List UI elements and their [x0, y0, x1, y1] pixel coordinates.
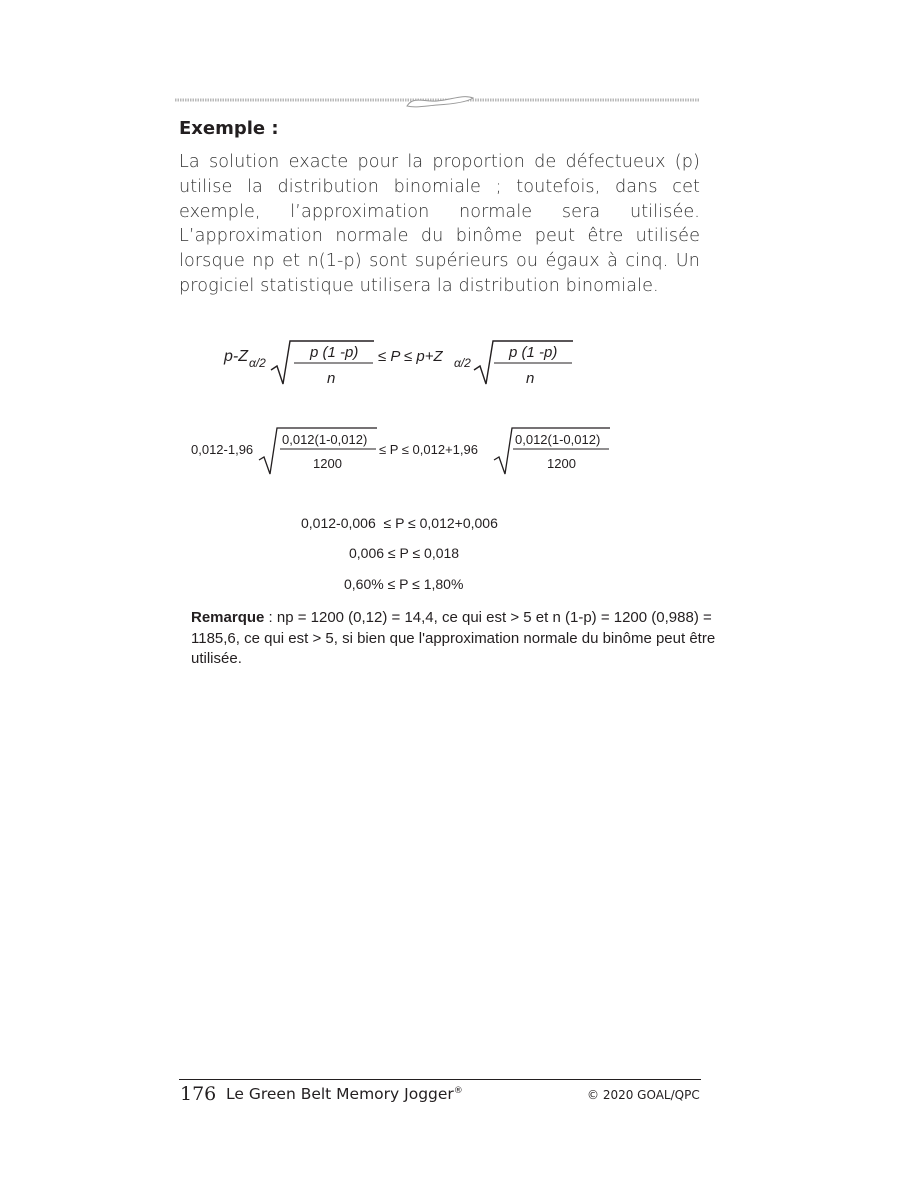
book-title-text: Le Green Belt Memory Jogger: [226, 1085, 454, 1103]
numeric-right-denominator: 1200: [547, 456, 576, 471]
formula-numeric: [191, 428, 610, 474]
numeric-right-numerator: 0,012(1-0,012): [515, 432, 601, 447]
result-line-2: 0,006 ≤ P ≤ 0,018: [349, 545, 460, 561]
remarque-label: Remarque: [191, 609, 265, 626]
numeric-left-prefix: 0,012-1,96: [191, 442, 254, 457]
example-heading: Exemple :: [179, 118, 279, 139]
remarque-text: : np = 1200 (0,12) = 14,4, ce qui est > 5 et n (1-p) = 1200 (0,988) = 1185,6, ce qui est > 5, si bien que l'approximation normale du binôme peut être utilisée.: [191, 609, 716, 667]
sqrt-right-icon: [474, 341, 573, 384]
registered-mark: ®: [453, 1085, 463, 1096]
book-title: [226, 1085, 463, 1103]
formula-right-denominator: n: [526, 370, 535, 387]
formula-left-subscript: α/2: [249, 356, 266, 370]
intro-paragraph: La solution exacte pour la proportion de défectueux (p) utilise la distribution binomiale ; toutefois, dans cet exemple, l’approximation normale sera utilisée. L’approximation normale du binôme peut être utilisée lorsque np et n(1-p) sont supérieurs ou égaux à cinq. Un progiciel statistique utilisera la distribution binomiale.: [179, 152, 700, 296]
formula-right-numerator: p (1 -p): [509, 344, 558, 361]
numeric-middle: ≤ P ≤ 0,012+1,96: [379, 442, 478, 457]
ornament-divider: [175, 92, 699, 110]
sqrt-numeric-left-icon: [259, 428, 377, 474]
formula-right-subscript: α/2: [454, 356, 471, 370]
page-number: 176: [180, 1083, 217, 1105]
numeric-left-denominator: 1200: [313, 456, 342, 471]
formula-results: [301, 515, 498, 592]
formula-general: [223, 341, 573, 387]
copyright: © 2020 GOAL/QPC: [587, 1088, 700, 1102]
formula-middle: ≤ P ≤ p+Z: [378, 348, 443, 365]
sqrt-numeric-right-icon: [494, 428, 610, 474]
formula-left-prefix: p-Z: [224, 348, 248, 365]
formula-left-denominator: n: [327, 370, 336, 387]
result-line-3: 0,60% ≤ P ≤ 1,80%: [344, 576, 464, 592]
footer-rule: [179, 1079, 701, 1080]
formula-left-numerator: p (1 -p): [310, 344, 359, 361]
numeric-left-numerator: 0,012(1-0,012): [282, 432, 368, 447]
remarque-note: [191, 608, 721, 670]
result-line-1: 0,012-0,006 ≤ P ≤ 0,012+0,006: [301, 515, 498, 531]
sqrt-left-icon: [271, 341, 374, 384]
